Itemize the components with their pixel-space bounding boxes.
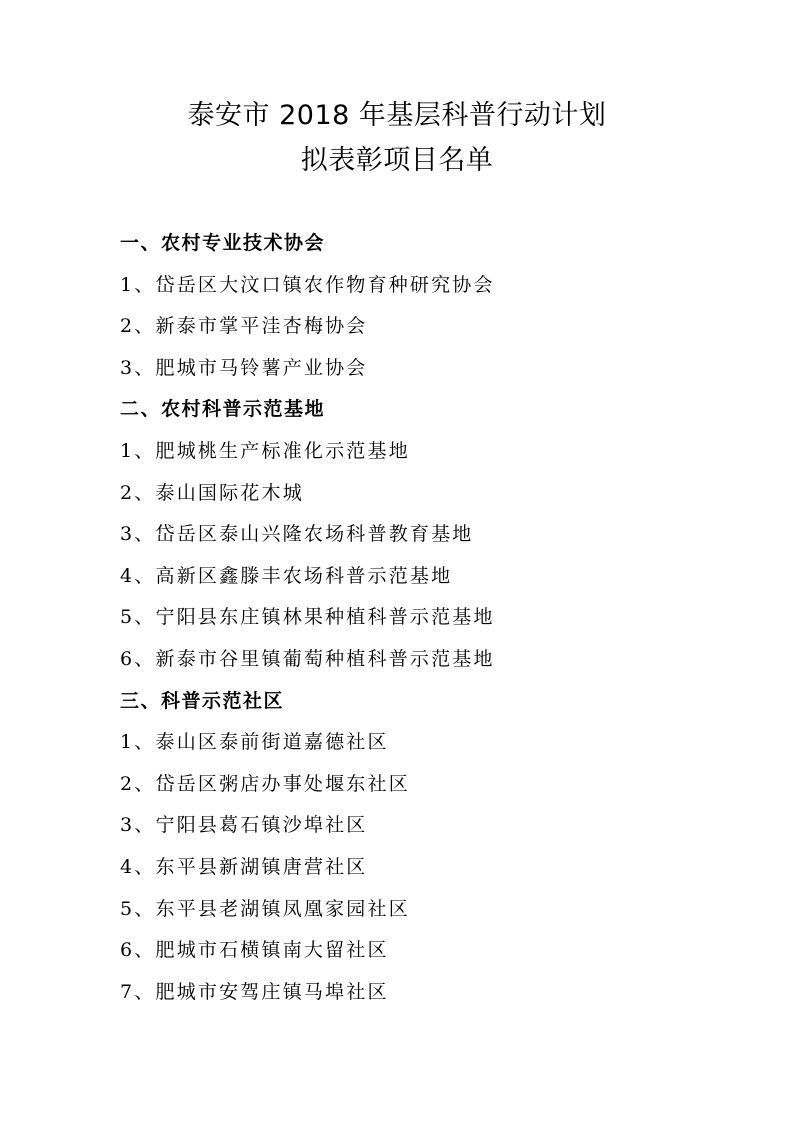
- document-title-line2: 拟表彰项目名单: [300, 145, 494, 176]
- section-heading-demo-communities: 三、科普示范社区: [120, 689, 285, 712]
- list-item: 2、泰山国际花木城: [120, 481, 304, 504]
- list-item: 6、肥城市石横镇南大留社区: [120, 939, 389, 962]
- list-item: 6、新泰市谷里镇葡萄种植科普示范基地: [120, 647, 495, 670]
- list-item: 2、新泰市掌平洼杏梅协会: [120, 315, 368, 338]
- list-item: 3、岱岳区泰山兴隆农场科普教育基地: [120, 523, 474, 546]
- list-item: 5、东平县老湖镇凤凰家园社区: [120, 897, 410, 920]
- list-item: 1、岱岳区大汶口镇农作物育种研究协会: [120, 273, 495, 296]
- list-item: 4、东平县新湖镇唐营社区: [120, 855, 368, 878]
- section-heading-rural-associations: 一、农村专业技术协会: [120, 232, 326, 254]
- list-item: 1、泰山区泰前街道嘉德社区: [120, 731, 389, 754]
- list-item: 3、宁阳县葛石镇沙埠社区: [120, 814, 368, 837]
- list-item: 7、肥城市安驾庄镇马埠社区: [120, 980, 389, 1003]
- section-heading-demo-bases: 二、农村科普示范基地: [120, 398, 326, 421]
- list-item: 4、高新区鑫滕丰农场科普示范基地: [120, 564, 453, 587]
- list-item: 1、肥城桃生产标准化示范基地: [120, 439, 410, 462]
- list-item: 2、岱岳区粥店办事处堰东社区: [120, 772, 410, 795]
- list-item: 3、肥城市马铃薯产业协会: [120, 356, 368, 379]
- list-item: 5、宁阳县东庄镇林果种植科普示范基地: [120, 606, 495, 629]
- document-title-line1: 泰安市 2018 年基层科普行动计划: [187, 100, 607, 131]
- document-body: [120, 228, 740, 1018]
